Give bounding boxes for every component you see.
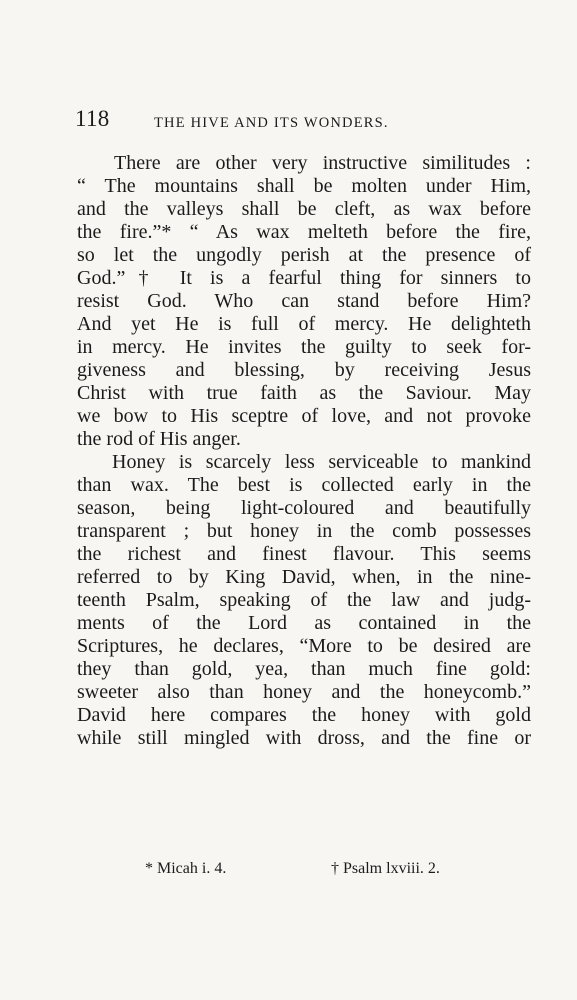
footnote-micah: * Micah i. 4.	[145, 860, 227, 877]
text-line: resist God. Who can stand before Him?	[77, 290, 531, 312]
text-line: the rod of His anger.	[77, 428, 241, 450]
text-line: God.”† It is a fearful thing for sinners to	[77, 267, 531, 289]
text-line: so let the ungodly perish at the presence of	[77, 244, 531, 266]
text-line: referred to by King David, when, in the nine-	[77, 566, 531, 588]
text-line: Scriptures, he declares, “More to be desired are	[77, 635, 531, 657]
page-number: 118	[75, 106, 110, 131]
text-line: the richest and finest flavour. This seems	[77, 543, 531, 565]
text-line: and the valleys shall be cleft, as wax before	[77, 198, 531, 220]
text-line: they than gold, yea, than much fine gold:	[77, 658, 531, 680]
text-line: while still mingled with dross, and the fine or	[77, 727, 531, 749]
text-line: in mercy. He invites the guilty to seek for-	[77, 336, 531, 358]
body-text	[77, 152, 531, 750]
running-title: THE HIVE AND ITS WONDERS.	[154, 115, 389, 131]
text-line: ments of the Lord as contained in the	[77, 612, 531, 634]
page-header	[75, 106, 545, 138]
text-line: the fire.”* “ As wax melteth before the fire,	[77, 221, 531, 243]
text-line: “ The mountains shall be molten under Him,	[77, 175, 531, 197]
text-line: And yet He is full of mercy. He delighteth	[77, 313, 531, 335]
footnotes	[145, 860, 475, 882]
text-line: There are other very instructive similitudes :	[114, 152, 531, 174]
text-line: giveness and blessing, by receiving Jesus	[77, 359, 531, 381]
footnote-psalm: † Psalm lxviii. 2.	[331, 860, 440, 877]
text-line: season, being light-coloured and beautifully	[77, 497, 531, 519]
text-line: we bow to His sceptre of love, and not provoke	[77, 405, 531, 427]
text-line: Christ with true faith as the Saviour. May	[77, 382, 531, 404]
text-line: teenth Psalm, speaking of the law and judg-	[77, 589, 531, 611]
text-line: than wax. The best is collected early in the	[77, 474, 531, 496]
text-line: Honey is scarcely less serviceable to mankind	[112, 451, 531, 473]
text-line: sweeter also than honey and the honeycomb.”	[77, 681, 531, 703]
text-line: David here compares the honey with gold	[77, 704, 531, 726]
text-line: transparent ; but honey in the comb possesses	[77, 520, 531, 542]
